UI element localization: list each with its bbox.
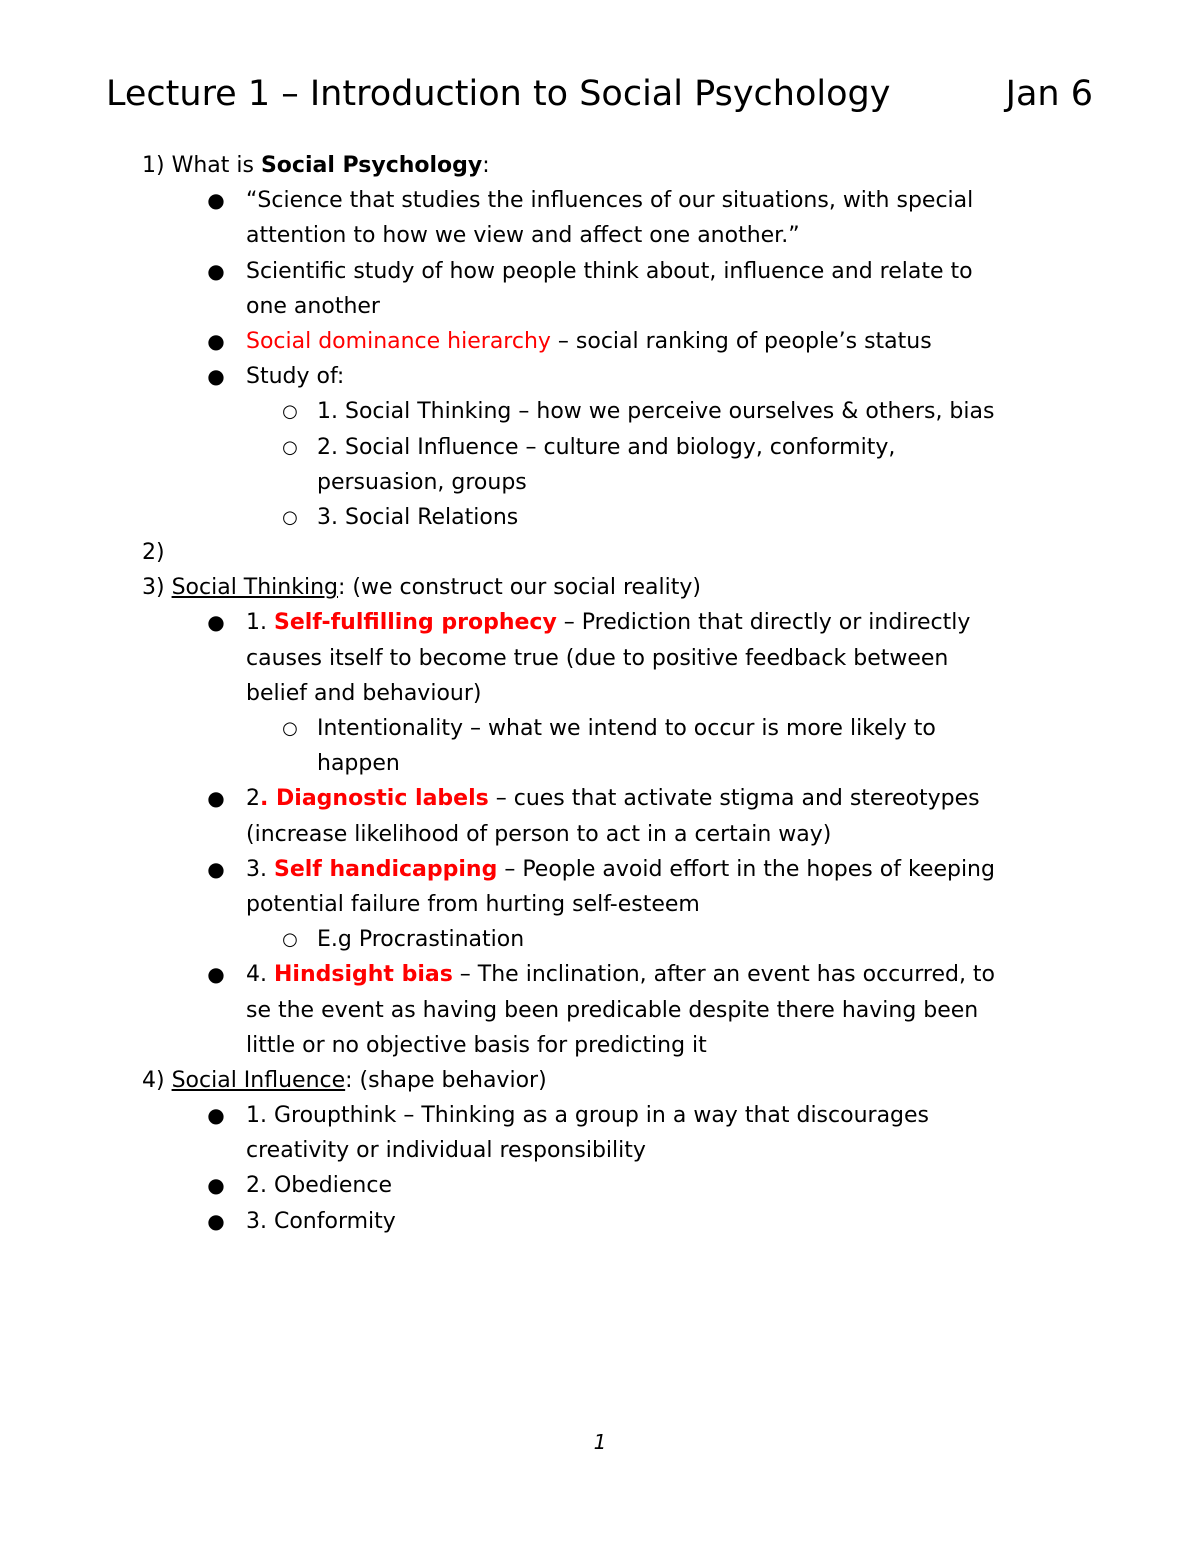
list-item: ● 1. Self-fulfilling prophecy – Prediction that directly or indirectly <box>142 605 1072 640</box>
sub-list-item-continuation: persuasion, groups <box>317 469 527 495</box>
list-item-continuation: se the event as having been predicable despite there having been <box>246 997 979 1023</box>
list-item-continuation: attention to how we view and affect one another.” <box>246 223 800 249</box>
key-term: Self-fulfilling prophecy <box>273 610 557 636</box>
bullet-icon: ● <box>207 364 225 389</box>
list-item: ● 2. Diagnostic labels – cues that activate stigma and stereotypes <box>142 781 1072 816</box>
bullet-icon: ● <box>207 1208 225 1233</box>
list-item: ● 2. Obedience <box>142 1168 1072 1203</box>
list-item: ● Scientific study of how people think about, influence and relate to <box>142 254 1072 289</box>
hollow-bullet-icon: ○ <box>282 718 298 739</box>
title-text: Lecture 1 – Introduction to Social Psychology <box>106 74 891 114</box>
key-term: Social dominance hierarchy <box>246 328 551 354</box>
section-2-heading: 2) <box>142 540 165 566</box>
bullet-icon: ● <box>207 856 225 881</box>
key-term: Self handicapping <box>273 856 498 882</box>
list-item: ● Social dominance hierarchy – social ranking of people’s status <box>142 324 1072 359</box>
list-item-continuation: belief and behaviour) <box>246 680 482 706</box>
key-term: . Diagnostic labels <box>260 786 489 812</box>
lecture-date: Jan 6 <box>1005 74 1093 114</box>
hollow-bullet-icon: ○ <box>282 436 298 458</box>
bullet-icon: ● <box>207 962 225 987</box>
sub-list-item: ○ E.g Procrastination <box>142 922 1072 957</box>
social-thinking-heading: Social Thinking <box>171 575 338 601</box>
sub-list-item: ○ 2. Social Influence – culture and biology, conformity, <box>142 430 1072 465</box>
bullet-icon: ● <box>207 610 225 635</box>
bullet-icon: ● <box>207 1173 225 1198</box>
list-item-continuation: one another <box>246 293 380 319</box>
section-3-heading: 3) Social Thinking: (we construct our social reality) <box>142 575 701 601</box>
hollow-bullet-icon: ○ <box>282 506 298 528</box>
key-term: Hindsight bias <box>273 962 453 988</box>
list-item: ● Study of: <box>142 359 1072 394</box>
sub-list-item: ○ Intentionality – what we intend to occur is more likely to <box>142 711 1072 746</box>
list-item-continuation: creativity or individual responsibility <box>246 1138 646 1164</box>
sub-list-item: ○ 3. Social Relations <box>142 500 1072 535</box>
list-item-continuation: little or no objective basis for predicting it <box>246 1032 707 1058</box>
bullet-icon: ● <box>207 1103 225 1128</box>
bullet-icon: ● <box>207 258 225 283</box>
social-psychology-term: Social Psychology <box>260 153 483 178</box>
list-item-continuation: potential failure from hurting self-esteem <box>246 891 700 917</box>
page-number: 1 <box>593 1430 607 1454</box>
list-item: ● “Science that studies the influences of our situations, with special <box>142 183 1072 218</box>
list-item: ● 4. Hindsight bias – The inclination, after an event has occurred, to <box>142 957 1072 992</box>
hollow-bullet-icon: ○ <box>282 401 298 423</box>
hollow-bullet-icon: ○ <box>282 929 298 951</box>
bullet-icon: ● <box>207 328 225 353</box>
bullet-icon: ● <box>207 188 225 213</box>
list-item-continuation: causes itself to become true (due to positive feedback between <box>246 645 949 671</box>
page-title <box>106 66 1096 122</box>
list-item: ● 3. Conformity <box>142 1204 1072 1239</box>
sub-list-item-continuation: happen <box>317 751 400 777</box>
bullet-icon: ● <box>207 786 225 811</box>
social-influence-heading: Social Influence <box>171 1067 346 1093</box>
list-item-continuation: (increase likelihood of person to act in a certain way) <box>246 821 832 847</box>
notes-body <box>142 148 1072 1239</box>
list-item: ● 1. Groupthink – Thinking as a group in a way that discourages <box>142 1098 1072 1133</box>
section-4-heading: 4) Social Influence: (shape behavior) <box>142 1067 547 1093</box>
section-1-heading: 1) What is Social Psychology: <box>142 153 490 178</box>
list-item: ● 3. Self handicapping – People avoid effort in the hopes of keeping <box>142 852 1072 887</box>
sub-list-item: ○ 1. Social Thinking – how we perceive ourselves & others, bias <box>142 394 1072 429</box>
